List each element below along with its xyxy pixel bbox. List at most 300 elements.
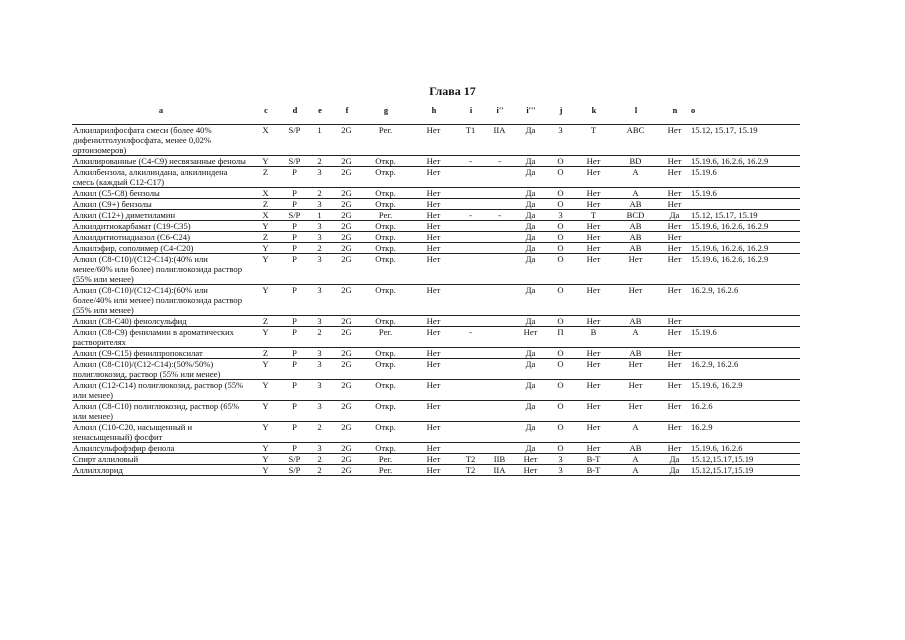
table-cell: [458, 401, 484, 422]
table-cell: Нет: [628, 359, 643, 369]
product-name-cell: Аллилхлорид: [73, 465, 123, 475]
table-cell: Y: [262, 401, 269, 411]
table-cell: Нет: [667, 156, 682, 166]
table-cell: Нет: [426, 443, 441, 453]
chemical-table: [72, 106, 800, 476]
table-cell: Нет: [523, 465, 538, 475]
table-cell: -: [498, 210, 501, 220]
table-cell: S/P: [288, 156, 301, 166]
table-cell: A: [632, 422, 639, 432]
table-cell: 3: [317, 401, 322, 411]
table-cell: О: [557, 359, 564, 369]
table-cell: Да: [525, 359, 536, 369]
table-cell: 16.2.9: [691, 422, 713, 432]
table-row: [72, 167, 800, 188]
table-cell: S/P: [288, 125, 301, 135]
table-cell: О: [557, 443, 564, 453]
table-cell: Нет: [426, 380, 441, 390]
table-cell: Нет: [586, 199, 601, 209]
table-cell: Да: [525, 285, 536, 295]
table-cell: P: [292, 254, 297, 264]
table-cell: 3: [317, 285, 322, 295]
table-cell: 15.12,15.17,15.19: [691, 465, 754, 475]
table-cell: -: [498, 156, 501, 166]
table-cell: Откр.: [375, 232, 396, 242]
table-cell: [484, 348, 516, 359]
column-header: i'': [496, 106, 504, 115]
table-row: [72, 443, 800, 454]
table-cell: Да: [525, 380, 536, 390]
column-header: d: [292, 106, 298, 115]
table-cell: Да: [525, 443, 536, 453]
table-cell: 2: [317, 188, 322, 198]
table-cell: 15.19.6, 16.2.6, 16.2.9: [691, 243, 769, 253]
table-cell: Нет: [628, 285, 643, 295]
table-cell: [458, 188, 484, 199]
table-cell: [458, 443, 484, 454]
table-cell: P: [292, 359, 297, 369]
product-name-cell: Алкил (C12+) диметиламин: [73, 210, 176, 220]
table-cell: Да: [525, 348, 536, 358]
table-cell: О: [557, 348, 564, 358]
table-cell: 2G: [341, 316, 352, 326]
table-cell: 3: [558, 465, 563, 475]
table-cell: Нет: [426, 156, 441, 166]
table-row: [72, 210, 800, 221]
table-cell: Y: [262, 443, 269, 453]
table-cell: 3: [317, 167, 322, 177]
table-cell: Нет: [426, 316, 441, 326]
table-cell: 15.19.6: [691, 327, 717, 337]
table-cell: 3: [558, 125, 563, 135]
table-cell: 3: [317, 254, 322, 264]
table-cell: О: [557, 232, 564, 242]
product-name-cell: Алкил (C9-C15) фенилпропоксилат: [73, 348, 203, 358]
table-cell: 2G: [341, 188, 352, 198]
table-cell: 2G: [341, 348, 352, 358]
table-cell: Нет: [586, 254, 601, 264]
table-cell: Откр.: [375, 221, 396, 231]
table-cell: [690, 348, 800, 359]
table-cell: IIB: [493, 454, 506, 464]
table-cell: О: [557, 221, 564, 231]
table-cell: Нет: [586, 285, 601, 295]
table-cell: О: [557, 285, 564, 295]
table-cell: 16.2.6: [691, 401, 713, 411]
table-cell: Да: [525, 156, 536, 166]
table-cell: [484, 359, 516, 380]
table-cell: Нет: [426, 465, 441, 475]
table-row: [72, 254, 800, 285]
table-cell: 2: [317, 465, 322, 475]
product-name-cell: Алкил (C8-C10) полиглюкозид, раствор (65% или менее): [73, 401, 239, 421]
table-cell: Нет: [586, 443, 601, 453]
table-cell: 2G: [341, 380, 352, 390]
column-header: n: [672, 106, 678, 115]
table-cell: Нет: [426, 167, 441, 177]
table-cell: P: [292, 167, 297, 177]
table-row: [72, 199, 800, 210]
table-cell: A: [632, 188, 639, 198]
table-cell: X: [262, 188, 269, 198]
table-cell: 2G: [341, 285, 352, 295]
table-cell: Да: [525, 316, 536, 326]
table-cell: Откр.: [375, 254, 396, 264]
table-cell: Нет: [426, 199, 441, 209]
table-cell: Нет: [426, 285, 441, 295]
table-cell: S/P: [288, 454, 301, 464]
table-row: [72, 327, 800, 348]
table-cell: [458, 232, 484, 243]
table-cell: 3: [317, 443, 322, 453]
table-cell: О: [557, 243, 564, 253]
table-cell: Нет: [667, 348, 682, 358]
table-cell: 2G: [341, 125, 352, 135]
table-cell: Z: [262, 232, 269, 242]
table-cell: 2G: [341, 232, 352, 242]
table-cell: T2: [465, 465, 476, 475]
table-cell: [484, 243, 516, 254]
table-cell: Y: [262, 454, 269, 464]
table-cell: Z: [262, 316, 269, 326]
table-cell: 15.19.6, 16.2.6: [691, 443, 743, 453]
table-cell: P: [292, 221, 297, 231]
table-cell: [484, 401, 516, 422]
table-cell: 15.19.6, 16.2.9: [691, 380, 743, 390]
table-cell: Нет: [586, 380, 601, 390]
table-cell: 1: [317, 125, 322, 135]
table-cell: О: [557, 167, 564, 177]
table-cell: Да: [669, 465, 680, 475]
product-name-cell: Алкилдитиокарбамат (C19-C35): [73, 221, 191, 231]
table-cell: 2G: [341, 454, 352, 464]
product-name-cell: Алкилдитиотиадиазол (C6-C24): [73, 232, 190, 242]
product-name-cell: Алкил (C8-C10)/(C12-C14):(60% или более/40% или менее) полиглюкозида раствор (55% или менее): [73, 285, 242, 315]
table-row: [72, 232, 800, 243]
product-name-cell: Спирт аллиловый: [73, 454, 139, 464]
table-cell: Нет: [628, 401, 643, 411]
table-cell: 2G: [341, 401, 352, 411]
table-cell: P: [292, 327, 297, 337]
table-cell: A: [632, 454, 639, 464]
table-cell: Y: [262, 156, 269, 166]
column-header: a: [158, 106, 164, 115]
table-cell: Z: [262, 348, 269, 358]
table-cell: P: [292, 232, 297, 242]
table-cell: Да: [525, 188, 536, 198]
table-cell: Рег.: [378, 327, 393, 337]
table-cell: 1: [317, 210, 322, 220]
column-header: f: [345, 106, 349, 115]
table-cell: [484, 232, 516, 243]
table-cell: IIA: [493, 465, 506, 475]
table-cell: Рег.: [378, 125, 393, 135]
table-cell: О: [557, 188, 564, 198]
table-cell: [484, 327, 516, 348]
table-cell: 15.19.6, 16.2.6, 16.2.9: [691, 254, 769, 264]
table-cell: AB: [629, 243, 642, 253]
table-cell: Нет: [586, 348, 601, 358]
table-cell: P: [292, 380, 297, 390]
table-cell: Да: [525, 221, 536, 231]
table-cell: Да: [525, 422, 536, 432]
column-header: o: [691, 106, 696, 115]
table-cell: Да: [669, 454, 680, 464]
table-cell: Нет: [667, 243, 682, 253]
table-cell: Нет: [426, 327, 441, 337]
table-cell: 2: [317, 156, 322, 166]
table-cell: X: [262, 125, 269, 135]
table-cell: [458, 380, 484, 401]
table-cell: Рег.: [378, 210, 393, 220]
table-cell: Откр.: [375, 380, 396, 390]
column-header: e: [318, 106, 322, 115]
table-cell: Нет: [667, 199, 682, 209]
table-cell: Да: [525, 167, 536, 177]
table-cell: Откр.: [375, 167, 396, 177]
table-row: [72, 454, 800, 465]
table-cell: [458, 221, 484, 232]
table-cell: [484, 199, 516, 210]
table-cell: Нет: [667, 167, 682, 177]
table-row: [72, 422, 800, 443]
table-cell: Откр.: [375, 348, 396, 358]
table-cell: T2: [465, 454, 476, 464]
table-cell: Откр.: [375, 316, 396, 326]
table-cell: [690, 232, 800, 243]
table-cell: Y: [262, 285, 269, 295]
table-cell: T: [590, 125, 597, 135]
table-cell: Нет: [667, 285, 682, 295]
table-cell: Нет: [426, 221, 441, 231]
table-cell: Нет: [426, 188, 441, 198]
table-cell: 15.12,15.17,15.19: [691, 454, 754, 464]
table-cell: 16.2.9, 16.2.6: [691, 359, 739, 369]
product-name-cell: Алкилбензола, алкилиндана, алкилиндена смесь (каждый C12-C17): [73, 167, 228, 187]
table-cell: 15.12, 15.17, 15.19: [691, 125, 758, 135]
table-cell: 2: [317, 422, 322, 432]
table-cell: Нет: [667, 359, 682, 369]
table-cell: S/P: [288, 465, 301, 475]
table-cell: О: [557, 380, 564, 390]
table-cell: AB: [629, 221, 642, 231]
table-cell: [690, 316, 800, 327]
table-cell: [484, 380, 516, 401]
table-cell: Нет: [426, 254, 441, 264]
table-cell: Z: [262, 199, 269, 209]
table-cell: Нет: [426, 243, 441, 253]
product-name-cell: Алкил (C12-C14) полиглюкозид, раствор (55% или менее): [73, 380, 244, 400]
table-cell: AB: [629, 348, 642, 358]
table-cell: Нет: [667, 221, 682, 231]
table-cell: AB: [629, 232, 642, 242]
table-cell: 3: [317, 348, 322, 358]
column-header: g: [383, 106, 389, 115]
table-cell: 15.19.6: [691, 167, 717, 177]
table-row: [72, 243, 800, 254]
table-cell: Нет: [667, 380, 682, 390]
table-cell: Нет: [667, 125, 682, 135]
table-cell: -: [469, 156, 472, 166]
table-cell: [458, 422, 484, 443]
column-header: l: [634, 106, 638, 115]
table-cell: Нет: [586, 188, 601, 198]
table-cell: Да: [525, 210, 536, 220]
table-row: [72, 316, 800, 327]
table-cell: Да: [525, 125, 536, 135]
table-cell: AB: [629, 316, 642, 326]
column-header: h: [431, 106, 437, 115]
table-cell: Да: [525, 232, 536, 242]
table-cell: P: [292, 199, 297, 209]
table-cell: P: [292, 285, 297, 295]
table-cell: Нет: [586, 156, 601, 166]
table-cell: [458, 243, 484, 254]
table-cell: Да: [525, 199, 536, 209]
product-name-cell: Алкилэфир, сополимер (C4-C20): [73, 243, 194, 253]
page-title: Глава 17: [429, 84, 476, 98]
column-header: j: [559, 106, 563, 115]
table-cell: Нет: [523, 327, 538, 337]
table-cell: [484, 188, 516, 199]
column-header: c: [264, 106, 268, 115]
table-cell: Откр.: [375, 443, 396, 453]
table-cell: A: [632, 167, 639, 177]
table-cell: О: [557, 254, 564, 264]
table-cell: О: [557, 316, 564, 326]
product-name-cell: Алкиларилфосфата смеси (более 40% дифенилтолуилфосфата, менее 0,02% ортоизомеров): [73, 125, 212, 155]
table-row: [72, 125, 800, 156]
table-cell: 3: [317, 199, 322, 209]
table-cell: P: [292, 422, 297, 432]
table-cell: Нет: [628, 380, 643, 390]
table-cell: Рег.: [378, 454, 393, 464]
table-cell: Y: [262, 327, 269, 337]
table-cell: BCD: [626, 210, 645, 220]
table-cell: Нет: [667, 254, 682, 264]
table-cell: [484, 167, 516, 188]
table-cell: 15.19.6, 16.2.6, 16.2.9: [691, 221, 769, 231]
table-cell: 2G: [341, 199, 352, 209]
column-header: i: [469, 106, 473, 115]
table-cell: Нет: [586, 221, 601, 231]
table-cell: A: [632, 465, 639, 475]
table-cell: B: [590, 327, 597, 337]
product-name-cell: Алкил (C8-C40) фенолсульфид: [73, 316, 187, 326]
table-cell: О: [557, 199, 564, 209]
table-cell: Нет: [426, 359, 441, 369]
table-cell: Откр.: [375, 285, 396, 295]
table-cell: [484, 254, 516, 285]
product-name-cell: Алкил (C5-C8) бензолы: [73, 188, 160, 198]
table-cell: X: [262, 210, 269, 220]
table-cell: AB: [629, 443, 642, 453]
table-cell: [484, 422, 516, 443]
table-cell: [458, 348, 484, 359]
table-cell: Откр.: [375, 359, 396, 369]
product-name-cell: Алкилсульфофэфир фенола: [73, 443, 175, 453]
table-cell: Нет: [586, 167, 601, 177]
table-row: [72, 359, 800, 380]
table-cell: [484, 316, 516, 327]
table-cell: AB: [629, 199, 642, 209]
table-cell: 2G: [341, 221, 352, 231]
table-cell: A: [632, 327, 639, 337]
table-row: [72, 188, 800, 199]
table-cell: Y: [262, 254, 269, 264]
table-cell: S/P: [288, 210, 301, 220]
table-cell: [690, 199, 800, 210]
table-cell: Да: [525, 401, 536, 411]
table-cell: 3: [558, 454, 563, 464]
table-cell: Y: [262, 422, 269, 432]
product-name-cell: Алкил (C10-C20, насыщенный и ненасыщенный) фосфит: [73, 422, 193, 442]
table-cell: Нет: [586, 232, 601, 242]
table-row: [72, 348, 800, 359]
table-cell: Нет: [667, 316, 682, 326]
table-cell: Z: [262, 167, 269, 177]
table-cell: Нет: [586, 422, 601, 432]
table-cell: B-T: [586, 454, 601, 464]
table-cell: B-T: [586, 465, 601, 475]
table-row: [72, 401, 800, 422]
table-cell: Y: [262, 243, 269, 253]
table-cell: Нет: [586, 401, 601, 411]
table-cell: 2G: [341, 243, 352, 253]
table-cell: Нет: [667, 443, 682, 453]
table-cell: Нет: [426, 401, 441, 411]
table-cell: ABC: [626, 125, 645, 135]
table-cell: P: [292, 188, 297, 198]
table-cell: [458, 167, 484, 188]
table-cell: [484, 443, 516, 454]
table-cell: Нет: [426, 454, 441, 464]
table-cell: [458, 254, 484, 285]
table-row: [72, 285, 800, 316]
table-cell: Рег.: [378, 465, 393, 475]
table-cell: Y: [262, 359, 269, 369]
table-cell: [458, 316, 484, 327]
table-row: [72, 380, 800, 401]
table-cell: Нет: [667, 232, 682, 242]
table-cell: Да: [525, 243, 536, 253]
table-cell: P: [292, 401, 297, 411]
table-cell: Откр.: [375, 188, 396, 198]
table-cell: 3: [317, 316, 322, 326]
table-cell: Нет: [628, 254, 643, 264]
table-cell: 2G: [341, 167, 352, 177]
table-cell: IIA: [493, 125, 506, 135]
table-cell: Откр.: [375, 156, 396, 166]
table-cell: 3: [317, 232, 322, 242]
table-cell: 2G: [341, 359, 352, 369]
table-cell: Y: [262, 465, 269, 475]
table-cell: [458, 359, 484, 380]
table-cell: -: [469, 210, 472, 220]
table-cell: О: [557, 422, 564, 432]
column-header: k: [591, 106, 597, 115]
table-cell: Нет: [586, 316, 601, 326]
table-cell: 2: [317, 327, 322, 337]
table-cell: P: [292, 348, 297, 358]
table-cell: Нет: [426, 210, 441, 220]
table-cell: 2G: [341, 156, 352, 166]
table-cell: Да: [669, 210, 680, 220]
table-cell: Да: [525, 254, 536, 264]
product-name-cell: Алкилированные (C4-C9) несвязанные фенолы: [73, 156, 246, 166]
table-cell: 15.19.6: [691, 188, 717, 198]
table-cell: Нет: [667, 188, 682, 198]
